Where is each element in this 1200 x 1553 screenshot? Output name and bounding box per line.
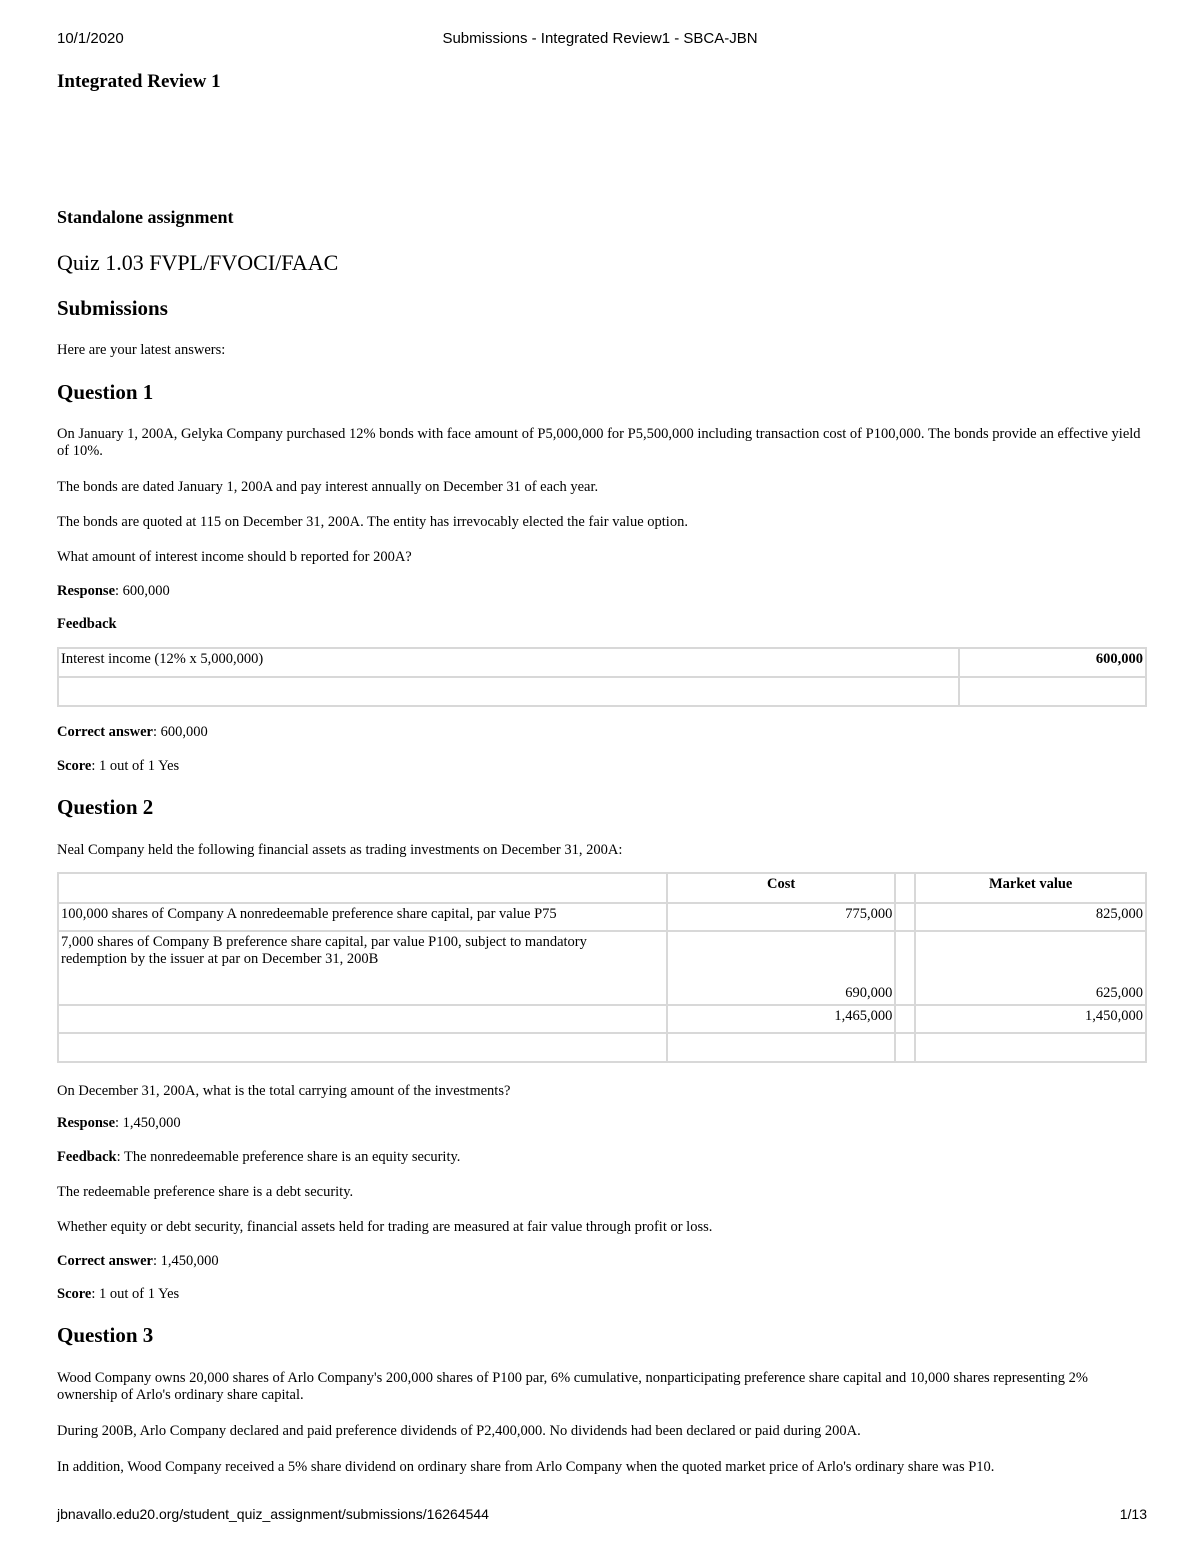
table-cell: [667, 1033, 896, 1062]
table-cell: 1,465,000: [667, 1005, 896, 1033]
question-2-feedback-text: Whether equity or debt security, financial assets held for trading are measured at fair value through profit or loss.: [57, 1219, 713, 1235]
question-1-response: [57, 583, 1147, 600]
intro-text: Here are your latest answers:: [57, 342, 226, 358]
table-row: [58, 677, 1146, 706]
question-1-feedback-table: [57, 647, 1147, 707]
table-cell: [895, 1033, 915, 1062]
response-value: : 1,450,000: [115, 1115, 181, 1131]
print-page-title: Submissions - Integrated Review1 - SBCA-JBN: [442, 30, 758, 47]
question-1-correct-answer: [57, 724, 1147, 741]
table-cell: [959, 677, 1146, 706]
score-label: Score: [57, 758, 92, 774]
question-2-data-table: [57, 872, 1147, 1063]
response-label: Response: [57, 583, 116, 599]
table-cell: 690,000: [667, 931, 896, 1005]
question-2-feedback: [57, 1149, 1147, 1166]
correct-answer-value: : 600,000: [152, 724, 208, 740]
page-number: 1/13: [1119, 1506, 1147, 1522]
feedback-text: : The nonredeemable preference share is an equity security.: [116, 1149, 461, 1165]
table-cell: [58, 677, 959, 706]
correct-answer-label: Correct answer: [57, 1253, 153, 1269]
feedback-label: Feedback: [57, 616, 117, 632]
score-value: : 1 out of 1 Yes: [91, 758, 180, 774]
score-label: Score: [57, 1286, 92, 1302]
table-header-cell: Cost: [667, 873, 896, 903]
table-cell: 625,000: [915, 931, 1146, 1005]
table-row: [58, 1033, 1146, 1062]
question-1-text: The bonds are quoted at 115 on December 31, 200A. The entity has irrevocably elected the fair value option.: [57, 514, 688, 530]
table-cell: [895, 1005, 915, 1033]
question-2-score: [57, 1286, 1147, 1303]
question-3-text: In addition, Wood Company received a 5% share dividend on ordinary share from Arlo Company when the quoted market price of Arlo's ordinary share was P10.: [57, 1459, 995, 1475]
question-2-feedback-text: The redeemable preference share is a debt security.: [57, 1184, 354, 1200]
quiz-title: Quiz 1.03 FVPL/FVOCI/FAAC: [57, 250, 339, 275]
table-row: [58, 903, 1146, 931]
question-2-text: Neal Company held the following financial assets as trading investments on December 31, 200A:: [57, 842, 623, 858]
print-date: 10/1/2020: [57, 30, 124, 47]
correct-answer-label: Correct answer: [57, 724, 153, 740]
question-1-text: On January 1, 200A, Gelyka Company purchased 12% bonds with face amount of P5,000,000 for P5,500,000 including transaction cost of P100,000. The bonds provide an effective yield of 10%.: [57, 426, 1141, 459]
response-label: Response: [57, 1115, 116, 1131]
table-cell: [58, 1005, 667, 1033]
table-cell: 1,450,000: [915, 1005, 1146, 1033]
table-header-cell: [895, 873, 915, 903]
assignment-type: Standalone assignment: [57, 207, 234, 227]
correct-answer-value: : 1,450,000: [152, 1253, 219, 1269]
question-3-text: Wood Company owns 20,000 shares of Arlo Company's 200,000 shares of P100 par, 6% cumulative, nonparticipating preference share capital and 10,000 shares representing 2% ownership of Arlo's ordinary share capital.: [57, 1370, 1088, 1403]
table-cell: [895, 931, 915, 1005]
score-value: : 1 out of 1 Yes: [91, 1286, 180, 1302]
table-cell: [895, 903, 915, 931]
question-3-heading: Question 3: [57, 1323, 154, 1347]
question-1-heading: Question 1: [57, 380, 154, 404]
table-row: [58, 648, 1146, 677]
question-2-correct-answer: [57, 1253, 1147, 1270]
question-2-response: [57, 1115, 1147, 1132]
table-cell: [58, 1033, 667, 1062]
print-url: jbnavallo.edu20.org/student_quiz_assignment/submissions/16264544: [57, 1506, 489, 1522]
feedback-label: Feedback: [57, 1149, 117, 1165]
table-cell: 775,000: [667, 903, 896, 931]
table-row: [58, 1005, 1146, 1033]
table-cell: 100,000 shares of Company A nonredeemable preference share capital, par value P75: [58, 903, 667, 931]
question-1-score: [57, 758, 1147, 775]
table-cell: 600,000: [959, 648, 1146, 677]
table-row: [58, 931, 1146, 1005]
question-2-heading: Question 2: [57, 795, 154, 819]
table-cell: 7,000 shares of Company B preference share capital, par value P100, subject to mandatory redemption by the issuer at par on December 31, 200B: [58, 931, 667, 1005]
table-header-cell: Market value: [915, 873, 1146, 903]
table-cell: Interest income (12% x 5,000,000): [58, 648, 959, 677]
response-value: : 600,000: [115, 583, 170, 599]
table-cell: 825,000: [915, 903, 1146, 931]
question-3-text: During 200B, Arlo Company declared and paid preference dividends of P2,400,000. No dividends had been declared or paid during 200A.: [57, 1423, 861, 1439]
course-title: Integrated Review 1: [57, 71, 221, 92]
submissions-heading: Submissions: [57, 296, 168, 320]
question-2-prompt: On December 31, 200A, what is the total carrying amount of the investments?: [57, 1083, 511, 1099]
question-1-prompt: What amount of interest income should b reported for 200A?: [57, 549, 412, 565]
table-cell: [915, 1033, 1146, 1062]
table-header-row: [58, 873, 1146, 903]
table-header-cell: [58, 873, 667, 903]
question-1-text: The bonds are dated January 1, 200A and pay interest annually on December 31 of each year.: [57, 479, 599, 495]
